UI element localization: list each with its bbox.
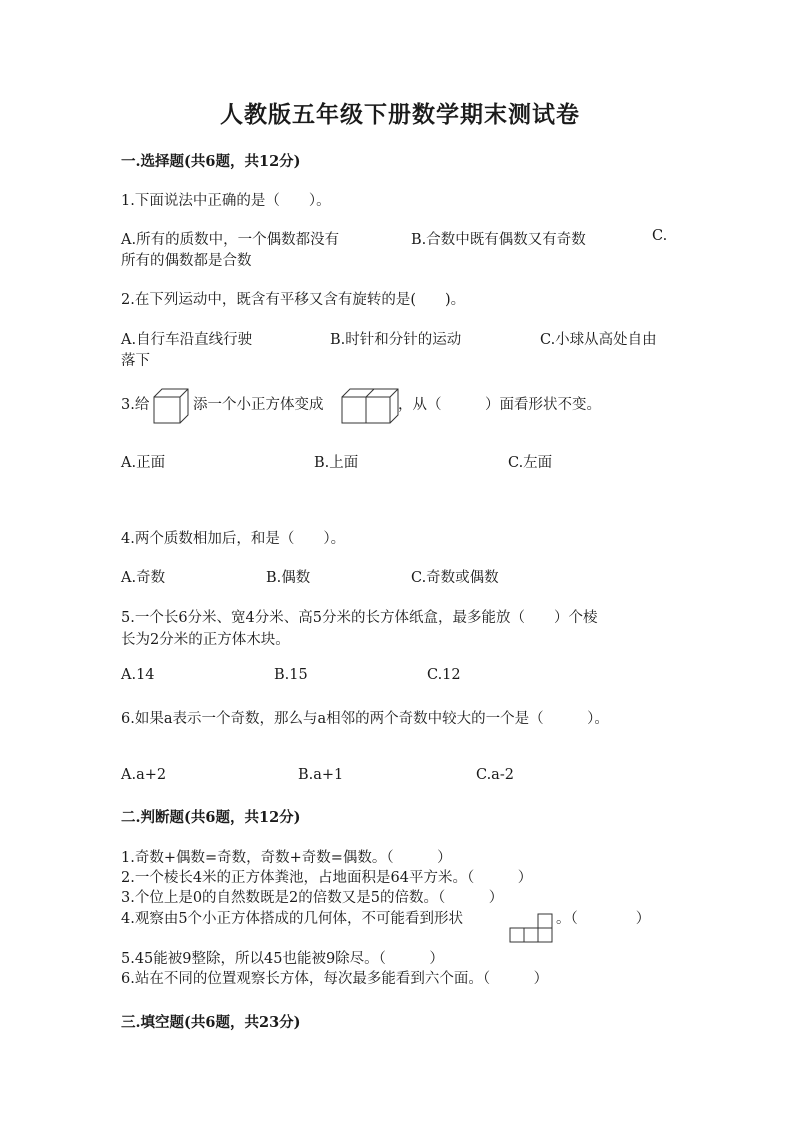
- judgement-item-4-tail: 。（ ）: [556, 911, 651, 927]
- question-5-option-b: B.15: [274, 667, 308, 683]
- section-heading-fill-in: 三.填空题(共6题，共23分): [121, 1014, 301, 1031]
- question-6-option-b: B.a+1: [298, 767, 344, 783]
- question-1-option-a: A.所有的质数中，一个偶数都没有: [121, 232, 340, 248]
- question-4-option-a: A.奇数: [121, 570, 166, 586]
- section-heading-choice: 一.选择题(共6题，共12分): [121, 153, 301, 170]
- question-3-option-b: B.上面: [314, 455, 359, 471]
- question-1-option-b: B.合数中既有偶数又有奇数: [411, 232, 586, 248]
- question-5-option-a: A.14: [121, 667, 155, 683]
- question-3-part1: 3.给: [121, 397, 150, 413]
- question-2-option-c-continued: 落下: [121, 353, 150, 369]
- judgement-item-6: 6.站在不同的位置观察长方体，每次最多能看到六个面。（ ）: [121, 971, 549, 987]
- question-3-option-c: C.左面: [508, 455, 553, 471]
- judgement-item-5: 5.45能被9整除，所以45也能被9除尽。（ ）: [121, 951, 444, 967]
- question-6-option-a: A.a+2: [121, 767, 167, 783]
- two-cubes-icon: [338, 385, 400, 425]
- question-6-stem: 6.如果a表示一个奇数，那么与a相邻的两个奇数中较大的一个是（ ）。: [121, 711, 609, 727]
- page-title: 人教版五年级下册数学期末测试卷: [220, 101, 580, 128]
- question-4-option-b: B.偶数: [266, 570, 311, 586]
- question-5-line1: 5.一个长6分米、宽4分米、高5分米的长方体纸盒，最多能放（ ）个棱: [121, 610, 598, 626]
- question-1-option-c-continued: 所有的偶数都是合数: [121, 253, 252, 269]
- judgement-item-4: 4.观察由5个小正方体搭成的几何体，不可能看到形状: [121, 911, 464, 927]
- question-3-option-a: A.正面: [121, 455, 166, 471]
- question-2-stem: 2.在下列运动中，既含有平移又含有旋转的是( )。: [121, 292, 466, 308]
- question-5-line2: 长为2分米的正方体木块。: [121, 632, 290, 648]
- question-1-option-c: C.: [652, 228, 668, 244]
- question-4-stem: 4.两个质数相加后，和是（ ）。: [121, 531, 346, 547]
- question-3-part2: 添一个小正方体变成: [193, 397, 324, 413]
- question-6-option-c: C.a-2: [476, 767, 514, 783]
- question-2-option-c: C.小球从高处自由: [540, 332, 657, 348]
- question-1-stem: 1.下面说法中正确的是（ ）。: [121, 193, 331, 209]
- square-shape-icon: [508, 912, 558, 944]
- question-4-option-c: C.奇数或偶数: [411, 570, 499, 586]
- section-heading-judgement: 二.判断题(共6题，共12分): [121, 809, 301, 826]
- single-cube-icon: [150, 385, 192, 425]
- question-2-option-a: A.自行车沿直线行驶: [121, 332, 253, 348]
- judgement-item-3: 3.个位上是0的自然数既是2的倍数又是5的倍数。（ ）: [121, 890, 504, 906]
- judgement-item-1: 1.奇数+偶数=奇数，奇数+奇数=偶数。（ ）: [121, 850, 452, 866]
- judgement-item-2: 2.一个棱长4米的正方体粪池，占地面积是64平方米。（ ）: [121, 870, 533, 886]
- question-3-part3: ，从（ ）面看形状不变。: [398, 397, 601, 413]
- question-2-option-b: B.时针和分针的运动: [330, 332, 462, 348]
- question-5-option-c: C.12: [427, 667, 461, 683]
